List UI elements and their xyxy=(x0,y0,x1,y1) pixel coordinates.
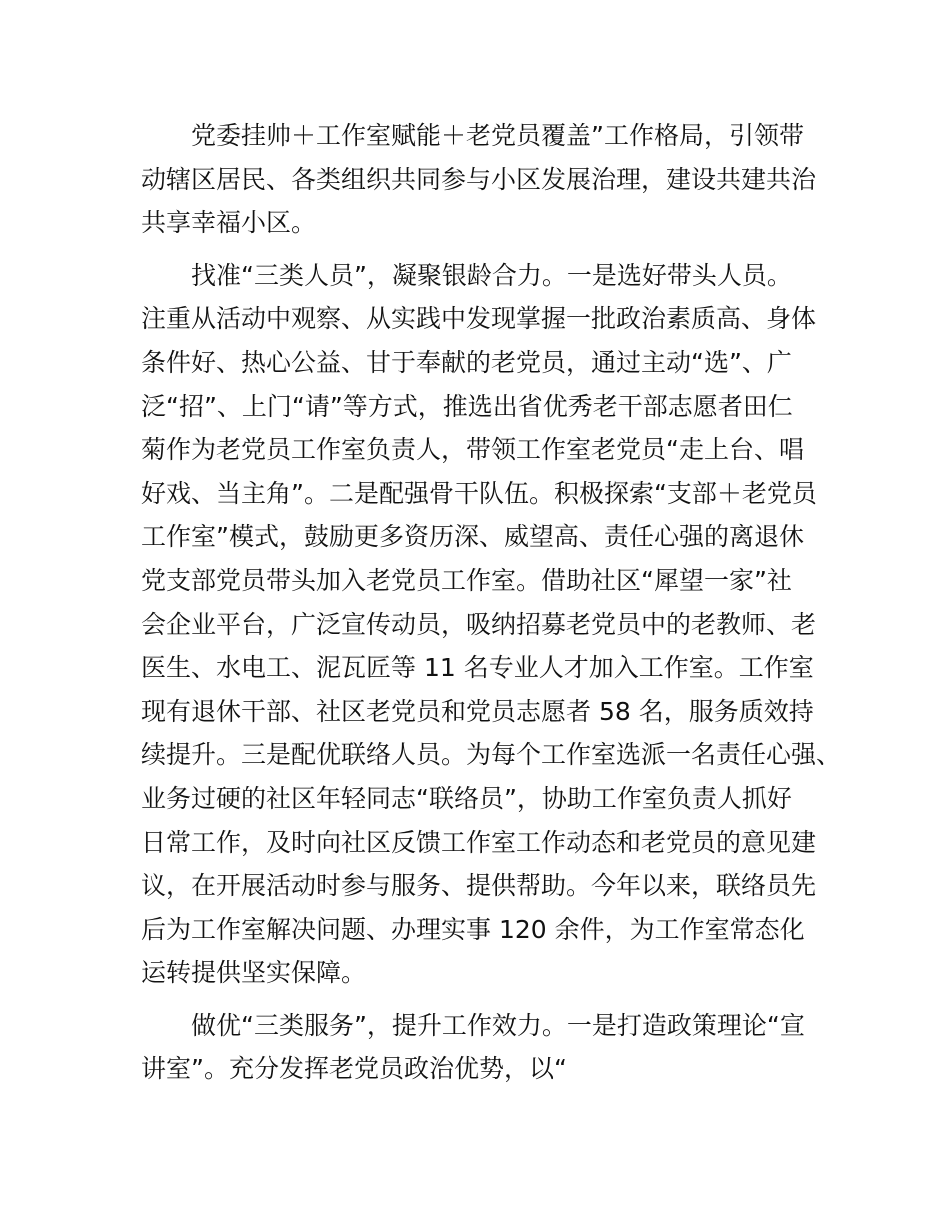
text-line: 党委挂帅＋工作室赋能＋老党员覆盖”工作格局，引领带 xyxy=(191,121,804,150)
text-line: 做优“三类服务”，提升工作效力。一是打造政策理论“宣 xyxy=(191,1010,805,1040)
text-line: 找准“三类人员”，凝聚银龄合力。一是选好带头人员。 xyxy=(191,260,792,290)
text-line: 运转提供坚实保障。 xyxy=(141,958,367,988)
text-line: 业务过硬的社区年轻同志“联络员”，协助工作室负责人抓好 xyxy=(141,783,792,813)
paragraph-3 xyxy=(141,1004,821,1091)
text-line: 续提升。三是配优联络人员。为每个工作室选派一名责任心强、 xyxy=(141,740,842,770)
text-line: 条件好、热心公益、甘于奉献的老党员，通过主动“选”、广 xyxy=(141,347,792,377)
text-line: 医生、水电工、泥瓦匠等 11 名专业人才加入工作室。工作室 xyxy=(141,653,814,683)
text-line: 会企业平台，广泛宣传动员，吸纳招募老党员中的老教师、老 xyxy=(141,609,817,639)
text-line: 党支部党员带头加入老党员工作室。借助社区“犀望一家”社 xyxy=(141,565,792,595)
text-line: 泛“招”、上门“请”等方式，推选出省优秀老干部志愿者田仁 xyxy=(141,391,793,421)
text-line: 好戏、当主角”。二是配强骨干队伍。积极探索“支部＋老党员 xyxy=(141,478,817,508)
text-line: 菊作为老党员工作室负责人，带领工作室老党员“走上台、唱 xyxy=(141,435,804,465)
paragraph-1 xyxy=(141,114,821,245)
text-line: 注重从活动中观察、从实践中发现掌握一批政治素质高、身体 xyxy=(141,304,817,334)
paragraph-2 xyxy=(141,254,842,995)
text-line: 日常工作，及时向社区反馈工作室工作动态和老党员的意见建 xyxy=(141,827,817,857)
text-line: 工作室”模式，鼓励更多资历深、威望高、责任心强的离退休 xyxy=(141,522,804,552)
text-line: 现有退休干部、社区老党员和党员志愿者 58 名，服务质效持 xyxy=(141,696,814,726)
text-line: 讲室”。充分发挥老党员政治优势，以“ xyxy=(141,1054,567,1084)
text-line: 后为工作室解决问题、办理实事 120 余件，为工作室常态化 xyxy=(141,914,805,944)
text-line: 动辖区居民、各类组织共同参与小区发展治理，建设共建共治 xyxy=(141,164,817,194)
document-body xyxy=(141,114,842,1100)
text-line: 共享幸福小区。 xyxy=(141,208,317,238)
text-line: 议，在开展活动时参与服务、提供帮助。今年以来，联络员先 xyxy=(141,871,817,901)
